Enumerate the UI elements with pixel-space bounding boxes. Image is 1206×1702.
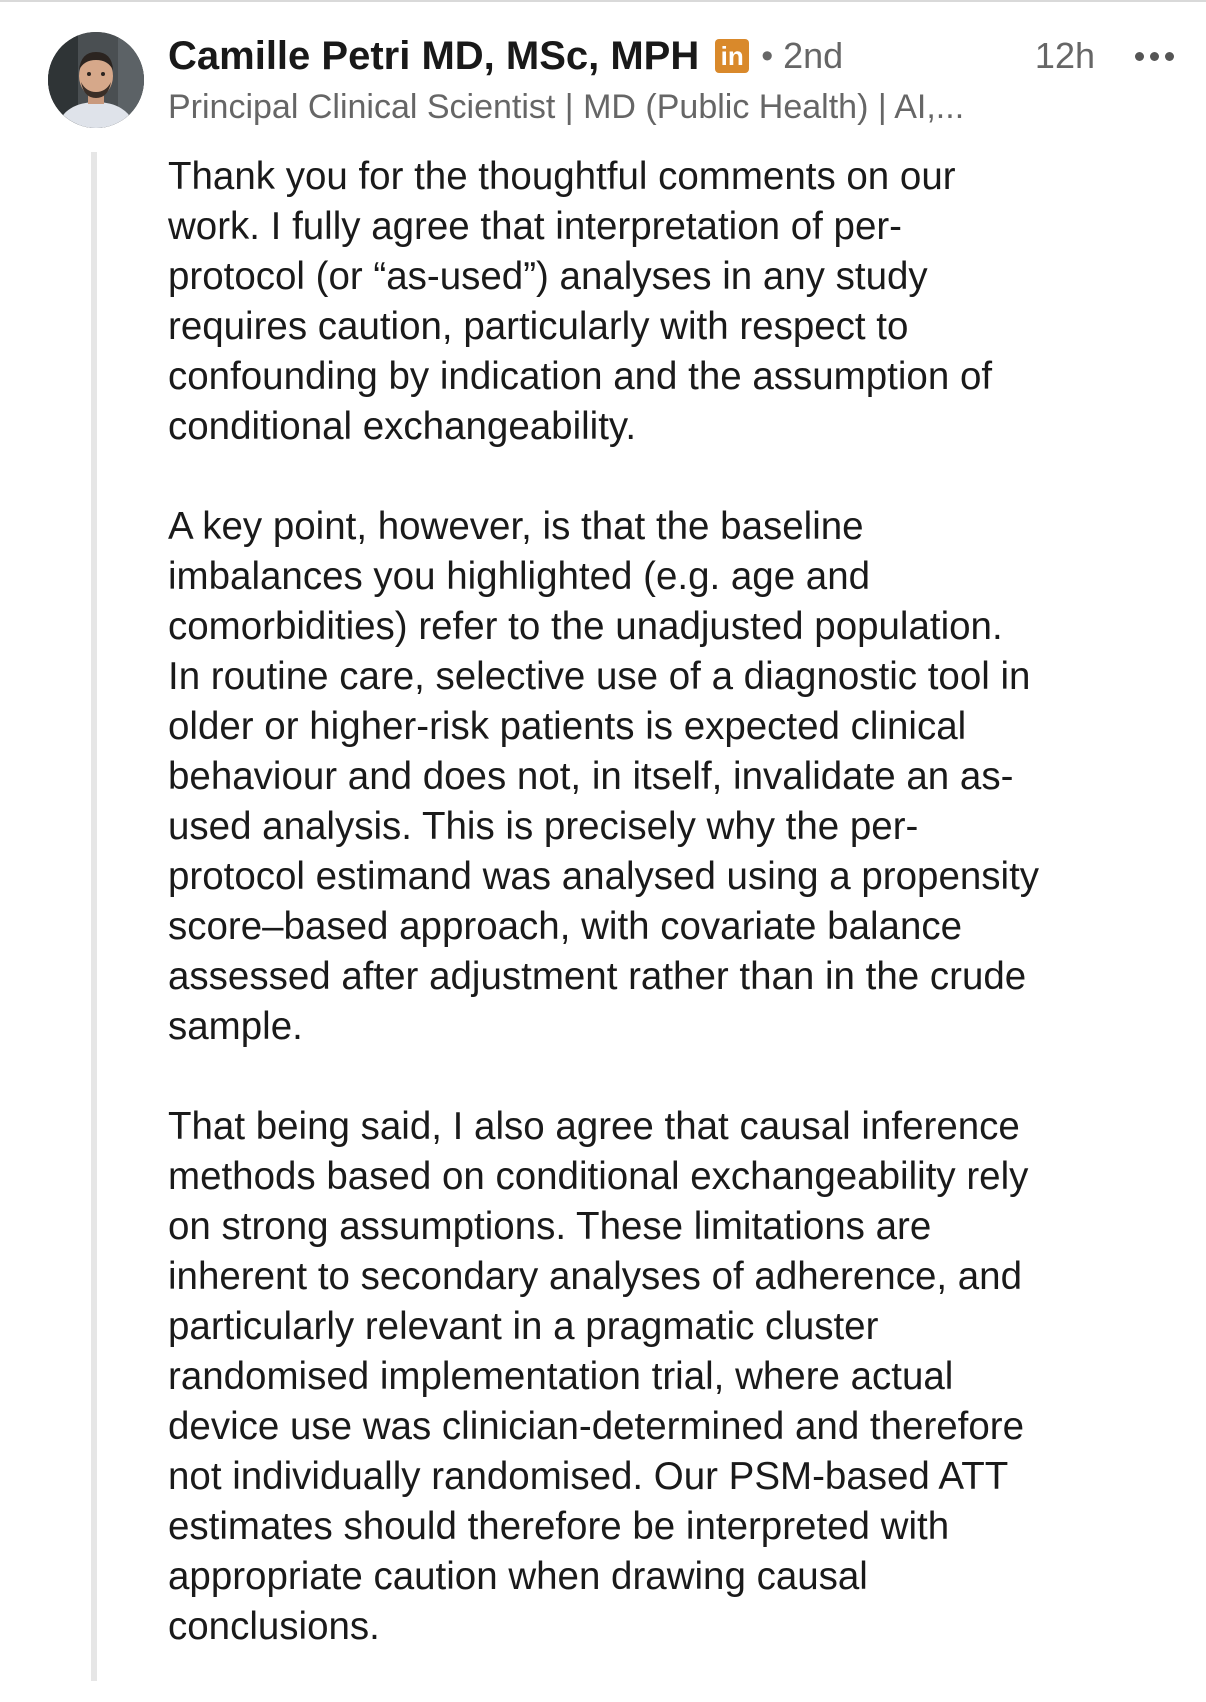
timestamp: 12h <box>1034 35 1095 76</box>
more-options-icon[interactable] <box>1131 44 1178 69</box>
author-name[interactable]: Camille Petri MD, MSc, MPH <box>168 33 700 78</box>
avatar[interactable] <box>48 32 144 128</box>
separator-dot: • <box>761 36 774 75</box>
author-headline: Principal Clinical Scientist | MD (Public Health) | AI,... <box>168 88 965 126</box>
more-dot <box>1165 52 1174 61</box>
connection-degree: 2nd <box>783 35 844 76</box>
name-row <box>168 30 1178 82</box>
comment-paragraph: A key point, however, is that the baseline imbalances you highlighted (e.g. age and comorbidities) refer to the unadjusted population. In routine care, selective use of a diagnostic tool in older or higher-risk patients is expected clinical behaviour and does not, in itself, invalidate an as- used analysis. This is precisely why the per- protocol estimand was analysed using a propensity score–based approach, with covariate balance assessed after adjustment rather than in the crude sample. <box>168 505 1040 1048</box>
comment-header <box>168 30 1178 127</box>
profile-photo-icon <box>48 32 144 128</box>
thread-line <box>91 152 97 1681</box>
comment-paragraph: That being said, I also agree that causal inference methods based on conditional exchangeability rely on strong assumptions. These limitations are inherent to secondary analyses of adherence, and particularly relevant in a pragmatic cluster randomised implementation trial, where actual device use was clinician-determined and therefore not individually randomised. Our PSM-based ATT estimates should therefore be interpreted with appropriate caution when drawing causal conclusions. <box>168 1105 1029 1648</box>
more-dot <box>1150 52 1159 61</box>
comment-paragraph: Thank you for the thoughtful comments on our work. I fully agree that interpretation of per- protocol (or “as-used”) analyses in any study requires caution, particularly with respect to confounding by indication and the assumption of conditional exchangeability. <box>168 155 993 448</box>
linkedin-icon: in <box>715 39 749 73</box>
more-dot <box>1135 52 1144 61</box>
comment-body <box>168 152 1168 1702</box>
